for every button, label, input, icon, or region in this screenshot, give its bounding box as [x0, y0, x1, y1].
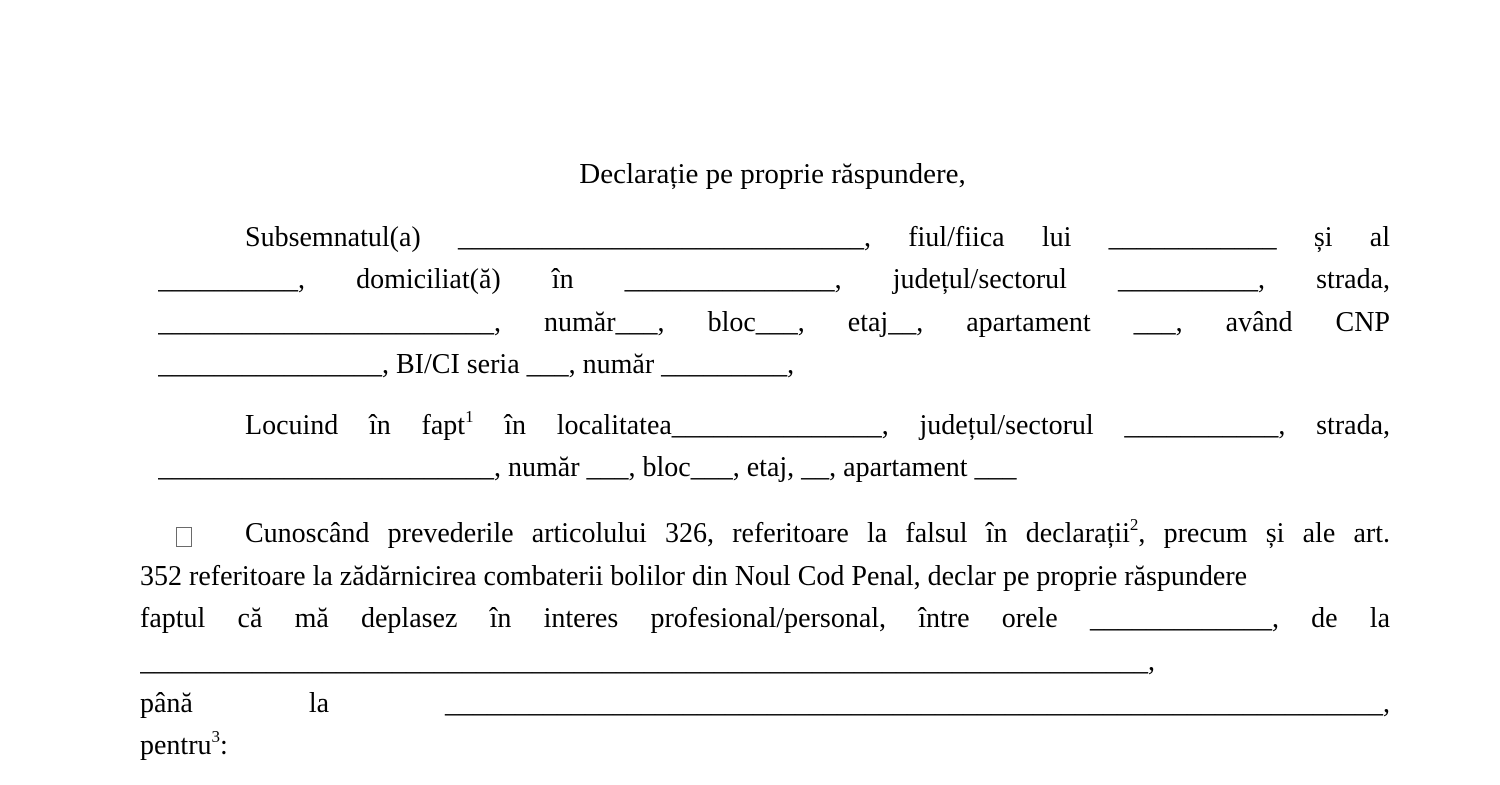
- declaration-line-6: [140, 730, 1390, 762]
- declaration-checkbox[interactable]: [176, 527, 192, 547]
- declaration-line-2: 352 referitoare la zădărnicirea combaterii bolilor din Noul Cod Penal, declar pe proprie răspundere: [140, 561, 1248, 592]
- residence-line-2: ________________________, număr ___, bloc___, etaj, __, apartament ___: [158, 452, 1017, 483]
- residence-text-a: Locuind în fapt: [245, 410, 466, 441]
- declaration-line-3: faptul că mă deplasez în interes profesional/personal, între orele _____________, de la: [140, 603, 1390, 634]
- footnote-ref-2: 2: [1129, 518, 1139, 534]
- declaration-text-b: , precum și ale art.: [1138, 518, 1390, 549]
- identity-line-4: ________________, BI/CI seria ___, număr _________,: [158, 349, 795, 380]
- identity-line-2: __________, domiciliat(ă) în _______________, județul/sectorul __________, strada,: [158, 264, 1390, 295]
- identity-line-1: Subsemnatul(a) _____________________________, fiul/fiica lui ____________ și al: [245, 222, 1390, 253]
- declaration-text-d: :: [220, 730, 228, 761]
- identity-line-3: ________________________, număr___, bloc___, etaj__, apartament ___, având CNP: [158, 307, 1390, 338]
- declaration-line-5: până la ___________________________________________________________________,: [140, 688, 1390, 719]
- declaration-text-c: pentru: [140, 730, 212, 761]
- document-title: Declarație pe proprie răspundere,: [579, 158, 966, 190]
- residence-line-1: [245, 410, 1390, 442]
- footnote-ref-1: 1: [465, 410, 474, 426]
- declaration-line-1: [245, 518, 1390, 550]
- declaration-text-a: Cunoscând prevederile articolului 326, referitoare la falsul în declarații: [245, 518, 1130, 549]
- declaration-line-4: ________________________________________________________________________,: [140, 646, 1155, 677]
- residence-text-b: în localitatea_______________, județul/sectorul ___________, strada,: [473, 410, 1390, 441]
- footnote-ref-3: 3: [211, 730, 221, 746]
